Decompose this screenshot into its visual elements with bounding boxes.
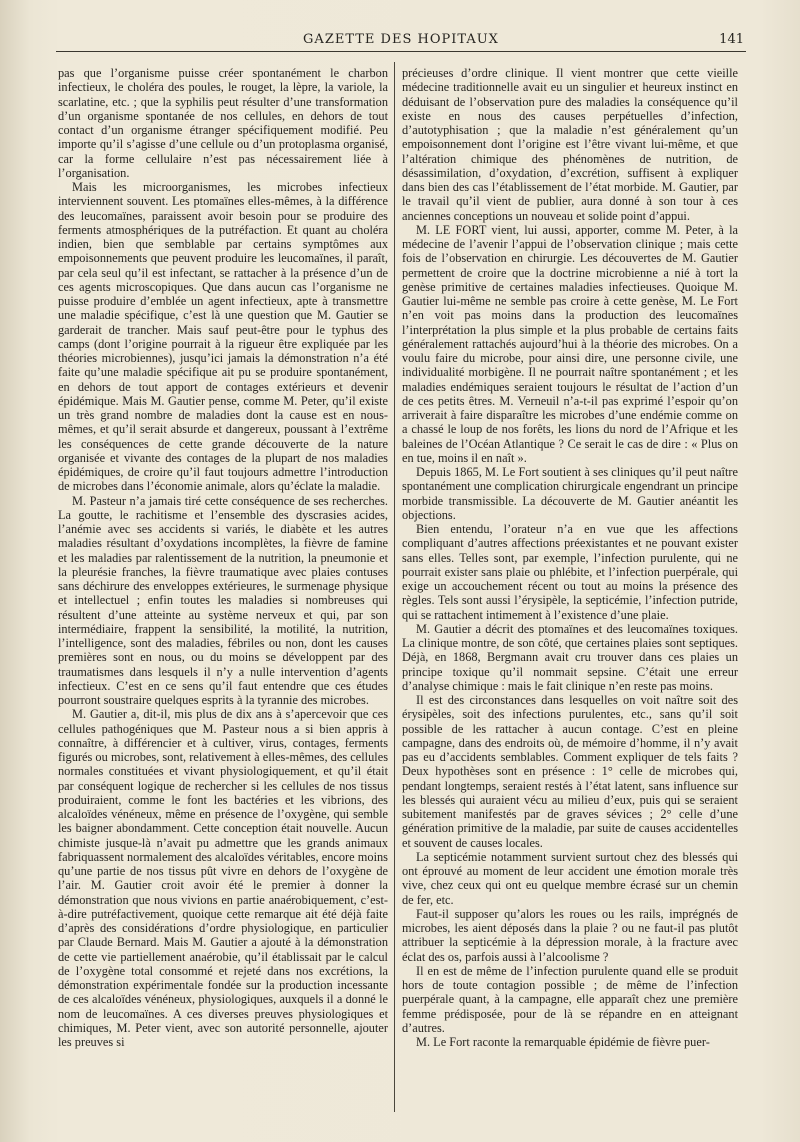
column-divider: [394, 62, 395, 1112]
left-column: [58, 66, 388, 1111]
paragraph: Bien entendu, l’orateur n’a en vue que les affections compliquant d’autres affections préexistantes et ne pouvant exister sans elles. Telles sont, par exemple, l’infection purulente, qui ne pourrait exister sans plaie ou phlébite, et l’infection puerpérale, qui exige un accouchement récent ou tout au moins la présence des règles. Tels sont aussi l’érysipèle, la septicémie, l’infection putride, qui se rattachent intimement à l’existence d’une plaie.: [402, 522, 738, 622]
paragraph: M. Gautier a, dit-il, mis plus de dix ans à s’apercevoir que ces cellules pathogéniques que M. Pasteur nous a si bien appris à connaître, à différencier et à cultiver, virus, contages, ferments figurés ou microbes, sont, relativement à elles-mêmes, des cellules normales constituées et vivant physiologiquement, et qu’il était par conséquent logique de rechercher si les cellules de nos tissus produiraient, comme le font les bactéries et les vibrions, des alcaloïdes vénéneux, même en présence de l’oxygène, qui semble les baigner abondamment. Cette conception était nouvelle. Aucun chimiste jusque-là n’avait pu admettre que les grands animaux fabriquassent normalement des alcaloïdes véritables, encore moins qu’une partie de nos tissus pût vivre en dehors de l’oxygène de l’air. M. Gautier croit avoir été le premier à donner la démonstration que nous vivions en partie anaérobiquement, c’est-à-dire putréfactivement, quoique cette remarque ait été déjà faite d’après des considérations d’ordre physiologique, en particulier par Claude Bernard. Mais M. Gautier a ajouté à la démonstration de cette vie partiellement anaérobie, qu’il établissait par le calcul de l’oxygène total consommé et rejeté dans nos excrétions, la démonstration expérimentale fondée sur la production incessante de ces alcaloïdes vénéneux, physiologiques, auxquels il a donné le nom de leucomaïnes. A ces diverses preuves physiologiques et chimiques, M. Peter vient, avec son autorité personnelle, ajouter les preuves si: [58, 707, 388, 1049]
paragraph: M. Le Fort raconte la remarquable épidémie de fièvre puer-: [416, 1035, 710, 1049]
paragraph: La septicémie notamment survient surtout chez des blessés qui ont éprouvé au moment de leur accident une émotion morale très vive, chez ceux qui ont eu quelque membre écrasé sur un chemin de fer, etc.: [402, 849, 738, 907]
paragraph: M. Gautier a décrit des ptomaïnes et des leucomaïnes toxiques. La clinique montre, de son côté, que certaines plaies sont septiques. Déjà, en 1868, Bergmann avait cru trouver dans ces plaies un principe toxique qu’il nommait sepsine. C’était une erreur d’analyse chimique : mais le fait clinique n’en reste pas moins.: [402, 621, 738, 693]
paragraph: Faut-il supposer qu’alors les roues ou les rails, imprégnés de microbes, les aient déposés dans la plaie ? ou ne faut-il pas plutôt attribuer la septicémie à la dépression morale, à la fracture avec éclat des os, parfois aussi à l’alcoolisme ?: [402, 906, 738, 964]
paragraph: Il en est de même de l’infection purulente quand elle se produit hors de toute contagion possible ; de même de l’infection puerpérale quant, à la campagne, elle apparaît chez une première femme prédisposée, pour de là se répandre en en atteignant d’autres.: [402, 963, 738, 1035]
paragraph: Depuis 1865, M. Le Fort soutient à ses cliniques qu’il peut naître spontanément une complication chirurgicale engendrant un principe morbide transmissible. La découverte de M. Gautier anéantit les objections.: [402, 465, 738, 522]
paragraph: Il est des circonstances dans lesquelles on voit naître soit des érysipèles, soit des infections purulentes, etc., sans qu’il soit possible de les rattacher à aucun contage. C’est en pleine campagne, dans des endroits où, de mémoire d’homme, il n’y avait pas eu d’accidents semblables. Comment expliquer de tels faits ? Deux hypothèses sont en présence : 1° celle de microbes qui, pendant longtemps, seraient restés à l’état latent, sans influence sur les blessés qui auraient vécu au milieu d’eux, puis qui se seraient subitement manifestés par de graves sévices ; 2° celle d’une génération primitive de la maladie, par suite de causes accidentelles et souvent de causes locales.: [402, 693, 738, 850]
page-number: 141: [719, 32, 744, 47]
journal-title: GAZETTE DES HOPITAUX: [303, 32, 499, 47]
paragraph: M. Pasteur n’a jamais tiré cette conséquence de ses recherches. La goutte, le rachitisme et l’ensemble des dyscrasies acides, l’anémie avec ses accidents si variés, le diabète et les autres maladies résultant d’oxydations incomplètes, la fièvre de famine et les maladies par ralentissement de la nutrition, la pneumonie et la pleurésie franches, la fièvre traumatique avec plaies contuses sans déchirure des enveloppes extérieures, le surmenage physique et intellectuel ; enfin toutes les maladies si nombreuses qui résultent d’une atteinte au système nerveux et qui, par son intermédiaire, frappent la sensibilité, la motilité, la nutrition, l’intelligence, sont des maladies, fébriles ou non, dont les causes premières sont en nous, ou du moins se développent par des traumatismes dans lesquels il n’y a nulle intervention d’agents infectieux. C’est en ce sens qu’il faut entendre que ces études pourront soustraire quelques esprits à la tyrannie des microbes.: [58, 493, 388, 707]
header-rule: [56, 51, 746, 52]
right-column: [402, 66, 738, 1111]
paragraph: pas que l’organisme puisse créer spontanément le charbon infectieux, le choléra des poules, le rouget, la lèpre, la variole, la scarlatine, etc. ; que la syphilis peut résulter d’une transformation d’un organisme spontanée de nos cellules, en dehors de tout contact d’un organisme étranger spécifiquement modifié. Peu importe qu’il s’agisse d’une cellule ou d’un protoplasma organisé, car la forme cellulaire n’est pas nécessairement liée à l’organisation.: [58, 66, 388, 180]
paragraph: précieuses d’ordre clinique. Il vient montrer que cette vieille médecine traditionnelle avait eu un singulier et heureux instinct en déduisant de l’observation pure des maladies la conséquence qu’il existe en nous des causes perpétuelles d’infection, d’autotyphisation ; que la maladie n’est généralement qu’un empoisonnement dont l’origine est l’être vivant lui-même, et que l’altération chimique des phénomènes de nutrition, de désassimilation, d’oxydation, d’excrétion, suffisent à expliquer dans bien des cas l’établissement de l’état morbide. M. Gautier, par le travail qu’il vient de publier, aura donné à son tour à ces anciennes conceptions un nouveau et solide point d’appui.: [402, 66, 738, 223]
page-header: [56, 29, 746, 51]
paragraph: Mais les microorganismes, les microbes infectieux interviennent souvent. Les ptomaïnes elles-mêmes, à la différence des leucomaïnes, paraissent avoir besoin pour se produire des ferments atmosphériques de la putréfaction. Et quant au choléra indien, bien que semblable par certains symptômes aux empoisonnements que peuvent produire les leucomaïnes, il paraît, par cela seul qu’il est infectant, se rattacher à la présence d’un de ces agents microscopiques. Que dans aucun cas l’organisme ne puisse produire d’emblée un agent infectieux, apte à transmettre une maladie spécifique, c’est là une question que M. Gautier se garderait de trancher. Mais sauf peut-être pour le typhus des camps (dont l’origine pourrait à la rigueur être expliquée par les théories microbiennes), jusqu’ici jamais la démonstration n’a été faite qu’une maladie spécifique ait pu se produire spontanément, en dehors de tout apport de contages extérieurs et devenir épidémique. Mais M. Gautier pense, comme M. Peter, qu’il existe un très grand nombre de maladies dont la cause est en nous-mêmes, et qu’il serait absurde et dangereux, poussant à l’extrême les conséquences de cette grande découverte de la nature organisée et vivante des contages de la plupart de nos maladies épidémiques, de croire qu’il faut toujours admettre l’introduction de microbes dans l’économie animale, alors qu’éclate la maladie.: [58, 180, 388, 494]
paragraph: M. LE FORT vient, lui aussi, apporter, comme M. Peter, à la médecine de l’avenir l’appui de l’observation clinique ; mais cette fois de l’observation en chirurgie. Les découvertes de M. Gautier permettent de croire que la doctrine microbienne a nié à tort la genèse primitive de certaines maladies infectieuses. Quoique M. Gautier lui-même ne semble pas croire à cette genèse, M. Le Fort n’en voit pas moins dans la production des leucomaïnes l’interprétation la plus simple et la plus probable de certains faits généralement rattachés aujourd’hui à la théorie des microbes. On a voulu faire du microbe, pour ainsi dire, une personne civile, une individualité morbigène. Il ne pourrait naître spontanément ; et les maladies endémiques seraient toujours le résultat de l’action d’un de ces petits êtres. M. Verneuil n’a-t-il pas exprimé l’espoir qu’on arriverait à faire disparaître les microbes d’une endémie comme on a chassé le loup de nos forêts, les lions du nord de l’Afrique et les baleines de l’Océan Atlantique ? Ce serait le cas de dire : « Plus on en tue, moins il en naît ».: [402, 222, 738, 465]
